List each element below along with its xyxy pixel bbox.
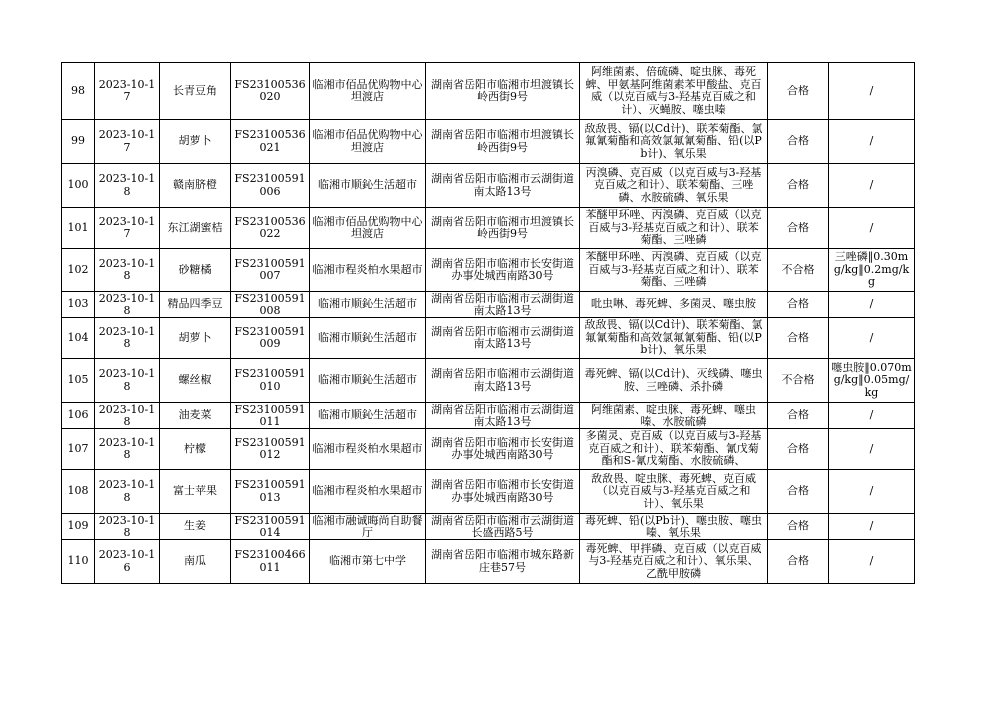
cell-excess-items <box>829 403 915 429</box>
cell-sampled-entity <box>310 429 426 470</box>
cell-test-items <box>580 120 768 164</box>
cell-entity-address <box>426 164 580 208</box>
cell-test-items <box>580 292 768 318</box>
cell-sample-code-text: FS23100591008 <box>234 292 306 317</box>
cell-excess-items <box>829 164 915 208</box>
cell-excess-items-text: / <box>869 84 874 97</box>
cell-sample-code-text: FS23100466011 <box>234 549 306 574</box>
cell-test-items-text: 毒死蜱、铅(以Pb计)、噻虫胺、噻虫嗪、氧乐果 <box>584 514 763 539</box>
cell-excess-items <box>829 318 915 359</box>
cell-sampling-date <box>95 120 160 164</box>
cell-entity-address-text: 湖南省岳阳市临湘市城东路新庄巷57号 <box>431 549 574 574</box>
cell-result <box>768 63 829 120</box>
cell-sample-code-text: FS23100591011 <box>234 403 306 428</box>
cell-sampling-date-text: 2023-10-16 <box>98 549 156 574</box>
table-row <box>62 540 915 584</box>
cell-result <box>768 403 829 429</box>
cell-food-name-text: 油麦菜 <box>178 409 212 422</box>
cell-sample-code-text: FS23100591007 <box>234 257 306 282</box>
cell-sampling-date <box>95 249 160 292</box>
cell-excess-items <box>829 292 915 318</box>
cell-excess-items-text: / <box>869 555 874 568</box>
cell-food-name <box>160 292 231 318</box>
cell-entity-address <box>426 470 580 514</box>
cell-food-name-text: 东江湖蜜桔 <box>167 221 223 234</box>
cell-sampling-date <box>95 514 160 540</box>
cell-food-name <box>160 403 231 429</box>
cell-sampled-entity-text: 临湘市顺鈊生活超市 <box>318 179 417 192</box>
cell-sampled-entity-text: 临湘市顺鈊生活超市 <box>318 298 417 311</box>
cell-excess-items <box>829 208 915 249</box>
cell-result-text: 不合格 <box>781 263 815 276</box>
cell-serial-number <box>62 292 95 318</box>
cell-serial-number-text: 104 <box>67 331 89 344</box>
table-row <box>62 403 915 429</box>
cell-sampling-date <box>95 429 160 470</box>
cell-result <box>768 249 829 292</box>
cell-result-text: 合格 <box>787 520 809 533</box>
cell-sampled-entity <box>310 249 426 292</box>
cell-food-name-text: 富士苹果 <box>173 485 217 498</box>
cell-sampled-entity <box>310 359 426 403</box>
cell-sampling-date <box>95 208 160 249</box>
cell-result <box>768 164 829 208</box>
cell-result-text: 合格 <box>787 84 809 97</box>
cell-result <box>768 292 829 318</box>
cell-test-items <box>580 318 768 359</box>
cell-food-name-text: 赣南脐橙 <box>173 179 217 192</box>
cell-sampling-date-text: 2023-10-17 <box>98 129 156 154</box>
cell-entity-address-text: 湖南省岳阳市临湘市云湖街道南太路13号 <box>431 173 574 198</box>
cell-sample-code <box>231 120 310 164</box>
cell-sampled-entity-text: 临湘市佰品优购物中心坦渡店 <box>312 215 423 240</box>
cell-entity-address <box>426 514 580 540</box>
cell-sampling-date-text: 2023-10-18 <box>98 436 156 461</box>
cell-sampling-date <box>95 359 160 403</box>
cell-test-items-text: 敌敌畏、啶虫脒、毒死蜱、克百威（以克百威与3-羟基克百威之和计）、氧乐果 <box>591 472 756 510</box>
cell-sampled-entity <box>310 164 426 208</box>
cell-test-items <box>580 164 768 208</box>
cell-entity-address <box>426 120 580 164</box>
cell-food-name <box>160 470 231 514</box>
cell-excess-items-text: / <box>869 485 874 498</box>
cell-sampling-date-text: 2023-10-18 <box>98 292 156 317</box>
cell-sample-code <box>231 470 310 514</box>
cell-food-name <box>160 429 231 470</box>
cell-excess-items-text: 三唑磷‖0.30mg/kg‖0.2mg/kg <box>833 251 910 289</box>
cell-sampling-date-text: 2023-10-18 <box>98 325 156 350</box>
cell-result-text: 合格 <box>787 409 809 422</box>
cell-food-name-text: 砂糖橘 <box>178 263 212 276</box>
cell-sample-code <box>231 540 310 584</box>
cell-test-items <box>580 249 768 292</box>
cell-sample-code <box>231 164 310 208</box>
cell-test-items <box>580 429 768 470</box>
table-row <box>62 318 915 359</box>
cell-entity-address <box>426 403 580 429</box>
cell-food-name <box>160 63 231 120</box>
table-row <box>62 514 915 540</box>
cell-serial-number-text: 102 <box>67 263 89 276</box>
table-row <box>62 292 915 318</box>
cell-test-items-text: 多菌灵、克百威（以克百威与3-羟基克百威之和计）、联苯菊酯、氰戊菊酯和S-氰戊菊酯、水胺硫磷、 <box>585 430 762 468</box>
cell-sample-code <box>231 249 310 292</box>
cell-serial-number <box>62 318 95 359</box>
cell-sampled-entity <box>310 540 426 584</box>
cell-result-text: 合格 <box>787 485 809 498</box>
cell-serial-number-text: 103 <box>67 298 89 311</box>
cell-serial-number <box>62 249 95 292</box>
cell-result-text: 合格 <box>787 221 809 234</box>
cell-result <box>768 470 829 514</box>
cell-serial-number-text: 109 <box>67 520 89 533</box>
cell-test-items <box>580 540 768 584</box>
cell-serial-number-text: 107 <box>67 442 89 455</box>
cell-entity-address-text: 湖南省岳阳市临湘市长安街道办事处城西南路30号 <box>431 436 574 461</box>
cell-entity-address-text: 湖南省岳阳市临湘市云湖街道长盛西路5号 <box>431 514 574 539</box>
cell-entity-address <box>426 292 580 318</box>
cell-sample-code <box>231 292 310 318</box>
cell-result-text: 合格 <box>787 331 809 344</box>
table-row <box>62 429 915 470</box>
inspection-results-table <box>61 62 915 584</box>
cell-food-name <box>160 359 231 403</box>
cell-entity-address-text: 湖南省岳阳市临湘市云湖街道南太路13号 <box>431 292 574 317</box>
cell-sample-code-text: FS23100591013 <box>234 479 306 504</box>
cell-entity-address-text: 湖南省岳阳市临湘市坦渡镇长岭西街9号 <box>431 78 574 103</box>
cell-sampling-date-text: 2023-10-18 <box>98 368 156 393</box>
table-row <box>62 63 915 120</box>
cell-sampling-date <box>95 292 160 318</box>
cell-entity-address-text: 湖南省岳阳市临湘市云湖街道南太路13号 <box>431 368 574 393</box>
cell-food-name <box>160 120 231 164</box>
cell-food-name <box>160 208 231 249</box>
cell-sampled-entity-text: 临湘市程炎柏水果超市 <box>312 485 423 498</box>
cell-food-name <box>160 540 231 584</box>
cell-excess-items <box>829 514 915 540</box>
cell-food-name-text: 南瓜 <box>184 555 206 568</box>
cell-sampled-entity <box>310 403 426 429</box>
cell-serial-number-text: 110 <box>67 555 89 568</box>
cell-excess-items-text: / <box>869 442 874 455</box>
cell-excess-items-text: / <box>869 179 874 192</box>
cell-test-items <box>580 403 768 429</box>
cell-test-items-text: 毒死蜱、镉(以Cd计)、灭线磷、噻虫胺、三唑磷、杀扑磷 <box>584 368 763 393</box>
cell-sampled-entity-text: 临湘市顺鈊生活超市 <box>318 374 417 387</box>
cell-entity-address-text: 湖南省岳阳市临湘市长安街道办事处城西南路30号 <box>431 257 574 282</box>
cell-food-name-text: 精品四季豆 <box>167 298 223 311</box>
cell-excess-items-text: / <box>869 331 874 344</box>
cell-entity-address <box>426 540 580 584</box>
cell-result <box>768 429 829 470</box>
cell-sample-code <box>231 403 310 429</box>
cell-food-name-text: 生姜 <box>184 520 206 533</box>
cell-sample-code-text: FS23100591006 <box>234 173 306 198</box>
cell-test-items <box>580 514 768 540</box>
cell-food-name-text: 柠檬 <box>184 442 206 455</box>
cell-sampling-date-text: 2023-10-18 <box>98 403 156 428</box>
table-row <box>62 120 915 164</box>
cell-result <box>768 208 829 249</box>
cell-entity-address <box>426 63 580 120</box>
cell-sample-code-text: FS23100536021 <box>234 129 306 154</box>
cell-entity-address-text: 湖南省岳阳市临湘市长安街道办事处城西南路30号 <box>431 479 574 504</box>
cell-serial-number-text: 105 <box>67 374 89 387</box>
cell-test-items <box>580 208 768 249</box>
cell-entity-address-text: 湖南省岳阳市临湘市坦渡镇长岭西街9号 <box>431 215 574 240</box>
table-body <box>62 63 915 584</box>
cell-sampling-date-text: 2023-10-18 <box>98 173 156 198</box>
cell-serial-number <box>62 403 95 429</box>
cell-serial-number <box>62 429 95 470</box>
cell-sampled-entity <box>310 208 426 249</box>
cell-serial-number <box>62 470 95 514</box>
cell-serial-number <box>62 164 95 208</box>
cell-sampling-date <box>95 63 160 120</box>
cell-serial-number-text: 100 <box>67 179 89 192</box>
cell-sample-code-text: FS23100591014 <box>234 514 306 539</box>
cell-entity-address <box>426 429 580 470</box>
cell-sample-code-text: FS23100591010 <box>234 368 306 393</box>
cell-excess-items <box>829 429 915 470</box>
cell-sampling-date <box>95 403 160 429</box>
cell-food-name-text: 长青豆角 <box>173 84 217 97</box>
cell-sampling-date-text: 2023-10-17 <box>98 78 156 103</box>
cell-sampling-date-text: 2023-10-18 <box>98 514 156 539</box>
cell-sample-code <box>231 63 310 120</box>
cell-entity-address <box>426 249 580 292</box>
cell-serial-number <box>62 63 95 120</box>
cell-excess-items <box>829 120 915 164</box>
cell-test-items-text: 敌敌畏、镉(以Cd计)、联苯菊酯、氯氟氰菊酯和高效氯氟氰菊酯、铅(以Pb计)、氧乐果 <box>584 122 763 160</box>
table-row <box>62 164 915 208</box>
cell-test-items-text: 丙溴磷、克百威（以克百威与3-羟基克百威之和计）、联苯菊酯、三唑磷、水胺硫磷、氧乐果 <box>585 166 762 204</box>
cell-excess-items-text: 噻虫胺‖0.070mg/kg‖0.05mg/kg <box>831 361 912 399</box>
cell-result-text: 合格 <box>787 442 809 455</box>
cell-food-name <box>160 164 231 208</box>
cell-serial-number-text: 101 <box>67 221 89 234</box>
cell-sampled-entity-text: 临湘市佰品优购物中心坦渡店 <box>312 78 423 103</box>
cell-food-name <box>160 318 231 359</box>
cell-result-text: 合格 <box>787 555 809 568</box>
cell-sample-code-text: FS23100536022 <box>234 215 306 240</box>
table-row <box>62 470 915 514</box>
cell-entity-address <box>426 208 580 249</box>
cell-excess-items <box>829 249 915 292</box>
cell-food-name-text: 胡萝卜 <box>178 135 212 148</box>
cell-excess-items-text: / <box>869 409 874 422</box>
cell-sampled-entity-text: 临湘市第七中学 <box>329 555 406 568</box>
cell-serial-number-text: 106 <box>67 409 89 422</box>
cell-excess-items-text: / <box>869 298 874 311</box>
cell-excess-items <box>829 540 915 584</box>
cell-sample-code-text: FS23100536020 <box>234 78 306 103</box>
cell-sampled-entity-text: 临湘市顺鈊生活超市 <box>318 331 417 344</box>
cell-result-text: 合格 <box>787 179 809 192</box>
cell-entity-address <box>426 359 580 403</box>
cell-excess-items <box>829 359 915 403</box>
cell-sample-code-text: FS23100591012 <box>234 436 306 461</box>
cell-result-text: 不合格 <box>781 374 815 387</box>
cell-sampled-entity <box>310 120 426 164</box>
cell-sample-code <box>231 429 310 470</box>
table-row <box>62 249 915 292</box>
cell-sampled-entity-text: 临湘市佰品优购物中心坦渡店 <box>312 129 423 154</box>
cell-test-items-text: 毒死蜱、甲拌磷、克百威（以克百威与3-羟基克百威之和计）、氧乐果、乙酰甲胺磷 <box>585 542 762 580</box>
cell-result <box>768 359 829 403</box>
cell-result <box>768 120 829 164</box>
cell-food-name <box>160 514 231 540</box>
cell-excess-items-text: / <box>869 221 874 234</box>
cell-excess-items <box>829 63 915 120</box>
cell-sampled-entity <box>310 292 426 318</box>
cell-sampled-entity-text: 临湘市程炎柏水果超市 <box>312 263 423 276</box>
cell-result-text: 合格 <box>787 135 809 148</box>
cell-sampled-entity-text: 临湘市顺鈊生活超市 <box>318 409 417 422</box>
table-row <box>62 208 915 249</box>
cell-food-name-text: 螺丝椒 <box>178 374 212 387</box>
cell-test-items-text: 苯醚甲环唑、丙溴磷、克百威（以克百威与3-羟基克百威之和计）、联苯菊酯、三唑磷 <box>585 209 762 247</box>
cell-sampling-date <box>95 540 160 584</box>
cell-result <box>768 318 829 359</box>
cell-sampling-date-text: 2023-10-18 <box>98 257 156 282</box>
table-row <box>62 359 915 403</box>
cell-sampled-entity-text: 临湘市融诚晦尚自助餐厅 <box>312 514 423 539</box>
cell-excess-items <box>829 470 915 514</box>
cell-test-items-text: 阿维菌素、啶虫脒、毒死蜱、噻虫嗪、水胺硫磷 <box>591 403 756 428</box>
cell-excess-items-text: / <box>869 520 874 533</box>
cell-test-items-text: 吡虫啉、毒死蜱、多菌灵、噻虫胺 <box>591 298 756 311</box>
cell-result <box>768 514 829 540</box>
cell-sampling-date <box>95 318 160 359</box>
cell-sampled-entity <box>310 470 426 514</box>
cell-sampling-date-text: 2023-10-18 <box>98 479 156 504</box>
cell-sampled-entity <box>310 514 426 540</box>
cell-sampling-date-text: 2023-10-17 <box>98 215 156 240</box>
cell-serial-number <box>62 514 95 540</box>
cell-sampling-date <box>95 164 160 208</box>
cell-sample-code <box>231 208 310 249</box>
cell-sampled-entity <box>310 318 426 359</box>
cell-sample-code <box>231 359 310 403</box>
cell-entity-address-text: 湖南省岳阳市临湘市坦渡镇长岭西街9号 <box>431 129 574 154</box>
cell-serial-number <box>62 208 95 249</box>
cell-result <box>768 540 829 584</box>
cell-test-items <box>580 470 768 514</box>
cell-test-items-text: 阿维菌素、倍硫磷、啶虫脒、毒死蜱、甲氨基阿维菌素苯甲酸盐、克百威（以克百威与3-羟基克百威之和计）、灭蝇胺、噻虫嗪 <box>585 66 762 116</box>
cell-test-items-text: 苯醚甲环唑、丙溴磷、克百威（以克百威与3-羟基克百威之和计）、联苯菊酯、三唑磷 <box>585 251 762 289</box>
cell-food-name <box>160 249 231 292</box>
cell-sampling-date <box>95 470 160 514</box>
cell-test-items-text: 敌敌畏、镉(以Cd计)、联苯菊酯、氯氟氰菊酯和高效氯氟氰菊酯、铅(以Pb计)、氧乐果 <box>584 319 763 357</box>
cell-entity-address-text: 湖南省岳阳市临湘市云湖街道南太路13号 <box>431 403 574 428</box>
cell-result-text: 合格 <box>787 298 809 311</box>
cell-sample-code-text: FS23100591009 <box>234 325 306 350</box>
cell-entity-address <box>426 318 580 359</box>
cell-serial-number <box>62 120 95 164</box>
cell-excess-items-text: / <box>869 135 874 148</box>
cell-serial-number-text: 108 <box>67 485 89 498</box>
cell-test-items <box>580 63 768 120</box>
cell-sample-code <box>231 514 310 540</box>
cell-serial-number-text: 98 <box>71 84 85 97</box>
cell-sampled-entity-text: 临湘市程炎柏水果超市 <box>312 442 423 455</box>
cell-entity-address-text: 湖南省岳阳市临湘市云湖街道南太路13号 <box>431 325 574 350</box>
cell-serial-number-text: 99 <box>71 135 85 148</box>
cell-serial-number <box>62 359 95 403</box>
cell-sample-code <box>231 318 310 359</box>
cell-serial-number <box>62 540 95 584</box>
cell-food-name-text: 胡萝卜 <box>178 331 212 344</box>
cell-sampled-entity <box>310 63 426 120</box>
cell-test-items <box>580 359 768 403</box>
